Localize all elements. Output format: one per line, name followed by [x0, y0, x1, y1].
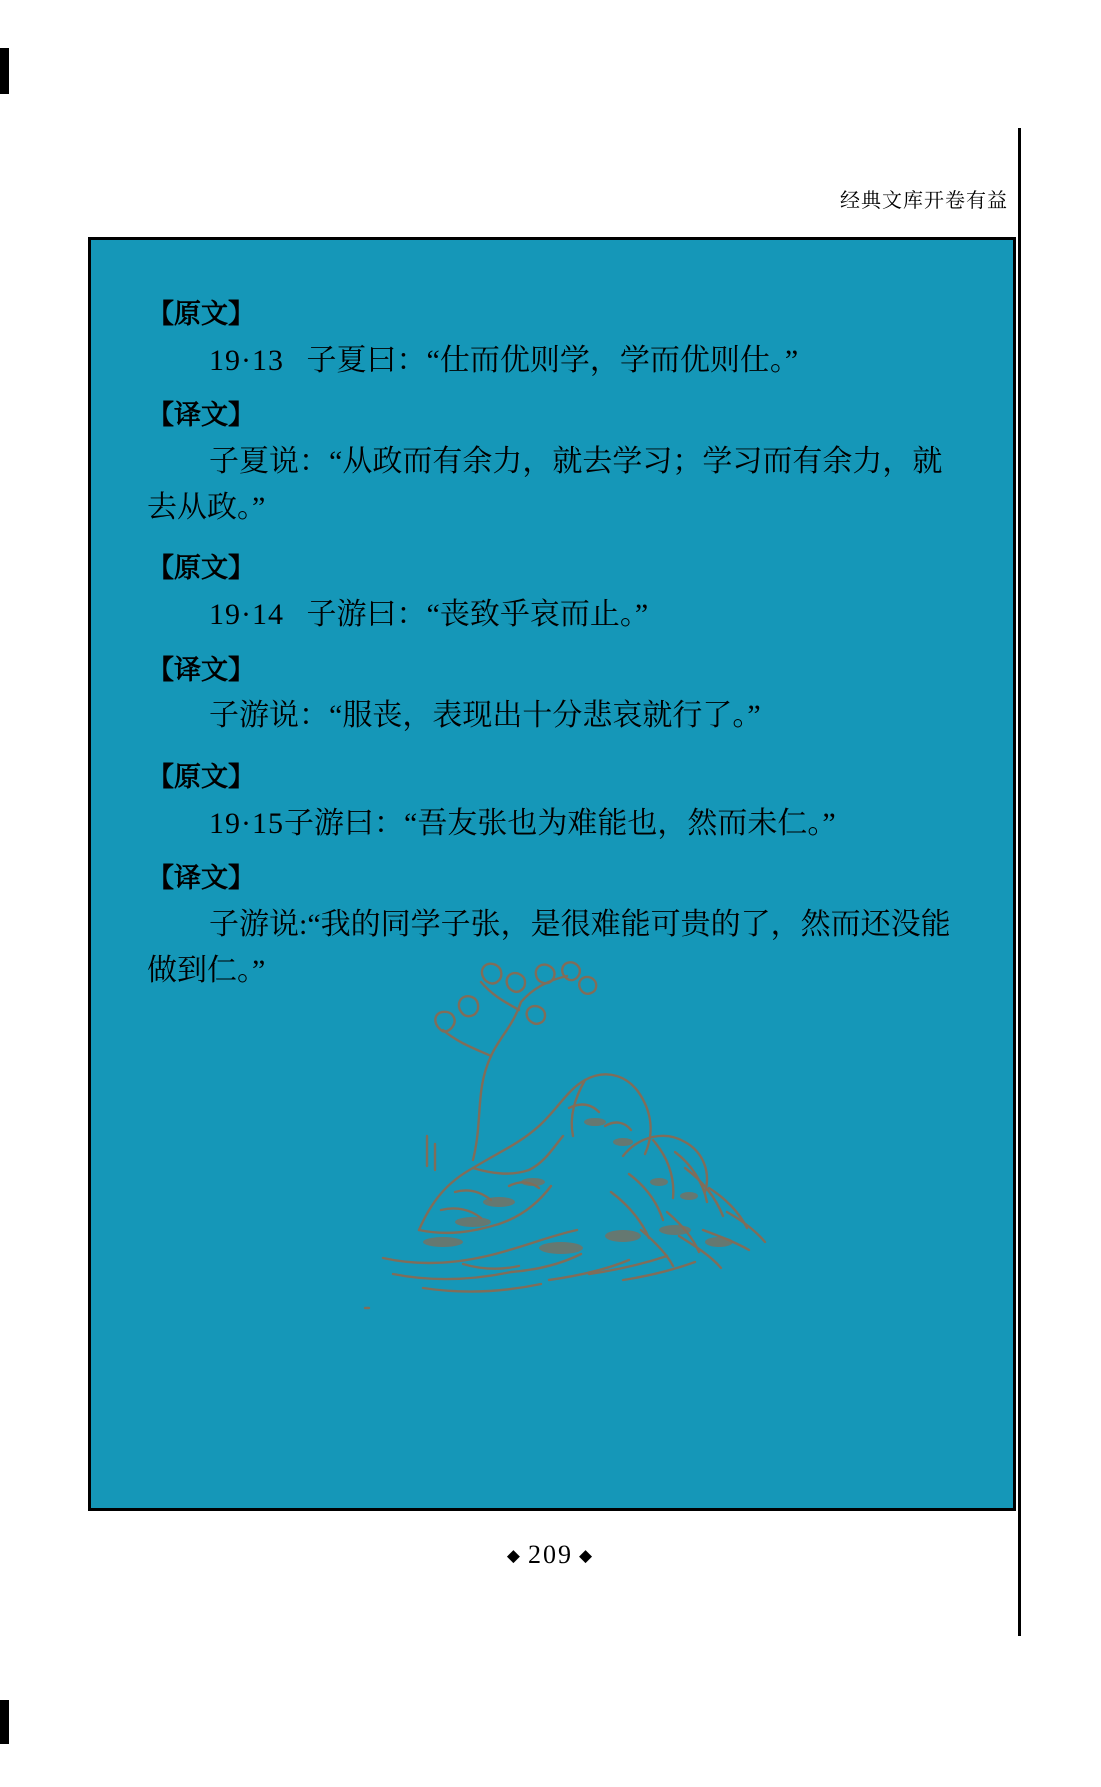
section-label-original-2: 【原文】	[147, 553, 255, 584]
verse-text-1: 子夏曰：“仕而优则学，学而优则仕。”	[306, 343, 799, 377]
section-label-translation-1: 【译文】	[147, 400, 255, 431]
paragraph-original-1	[147, 338, 957, 384]
section-label-original-1: 【原文】	[147, 299, 255, 329]
page-ornament-left: ◆	[506, 1546, 522, 1565]
page-vertical-rule	[1018, 128, 1021, 1636]
verse-text-5: 子游曰：“吾友张也为难能也，然而未仁。”	[284, 806, 836, 840]
paragraph-translation-1	[147, 439, 957, 530]
verse-text-2: 子夏说：“从政而有余力，就去学习；学习而有余力，就去从政。”	[147, 445, 943, 524]
crop-mark-bottom-left	[0, 1700, 9, 1744]
verse-text-6: 子游说:“我的同学子张，是很难能可贵的了，然而还没能做到仁。”	[147, 908, 951, 987]
page-number-value: 209	[528, 1540, 573, 1569]
verse-number-2: 19·14	[209, 598, 284, 632]
section-label-translation-3: 【译文】	[147, 863, 255, 894]
verse-text-4: 子游说：“服丧，表现出十分悲哀就行了。”	[209, 699, 761, 733]
page-ornament-right: ◆	[579, 1546, 595, 1565]
ink-landscape-illustration	[323, 930, 803, 1310]
page-content-block	[88, 237, 1016, 1511]
text-column	[147, 298, 957, 1009]
paragraph-translation-2	[147, 693, 957, 739]
paragraph-original-2	[147, 592, 957, 638]
paragraph-original-3	[147, 801, 957, 847]
page-number	[0, 1540, 1101, 1570]
verse-text-3: 子游曰：“丧致乎哀而止。”	[306, 598, 649, 632]
verse-number-1: 19·13	[209, 343, 284, 377]
verse-number-3: 19·15	[209, 806, 284, 840]
crop-mark-top-left	[0, 48, 9, 94]
section-label-original-3: 【原文】	[147, 761, 255, 792]
section-label-translation-2: 【译文】	[147, 654, 255, 685]
running-head: 经典文库开卷有益	[840, 190, 1008, 212]
